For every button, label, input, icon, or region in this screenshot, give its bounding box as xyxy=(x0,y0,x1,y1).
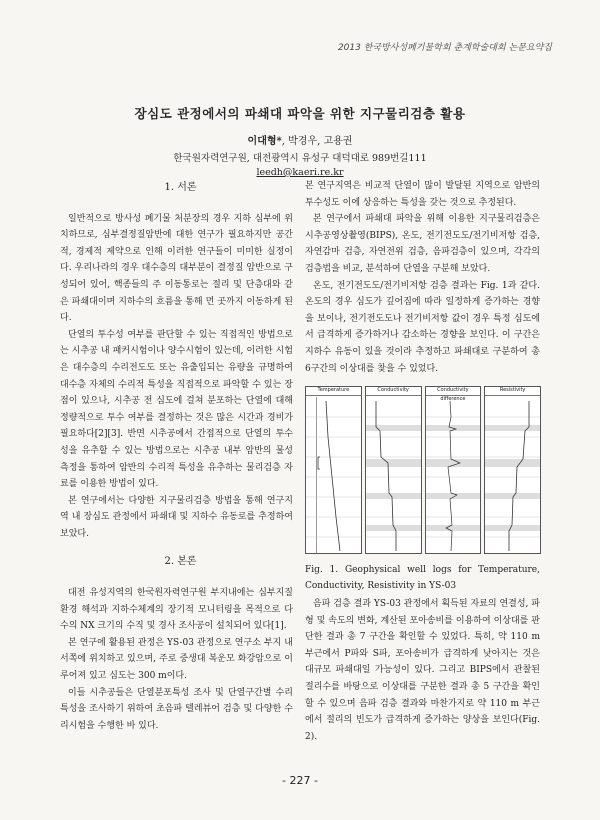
resistivity-log-plot xyxy=(485,397,541,553)
panel-title-resistivity: Resistivity xyxy=(485,386,540,396)
conductivity-difference-panel xyxy=(425,386,482,554)
authors xyxy=(0,132,600,147)
right-paragraph-1: 본 연구에서 파쇄대 파악을 위해 이용한 지구물리검층은 시추공영상촬영(BIPS), 온도, 전기전도도/전기비저항 검층, 자연감마 검층, 자연전위 검층, 음파검층이 있으며, 각각의 검층법을 비교, 분석하여 단열을 구분해 보았다. xyxy=(305,214,540,274)
right-column-bottom xyxy=(305,596,540,745)
body-paragraph-1: 대전 유성지역의 한국원자력연구원 부지내에는 심부지질환경 해석과 지하수체계의 장기적 모니터링을 목적으로 다수의 NX 크기의 수직 및 경사 조사공이 설치되어 있다[1]. xyxy=(60,588,293,632)
conductivity-difference-log-plot xyxy=(426,397,482,553)
intro-paragraph-3: 본 연구에서는 다양한 지구물리검층 방법을 통해 연구지역 내 장심도 관정에서 파쇄대 및 지하수 유동로를 추정하여 보았다. xyxy=(60,495,293,539)
page-number: - 227 - xyxy=(282,774,318,787)
right-paragraph-2: 온도, 전기전도도/전기비저항 검층 결과는 Fig. 1과 같다. 온도의 경우 심도가 깊어짐에 따라 일정하게 증가하는 경향을 보이나, 전기전도도나 전기비저항 값이 경우 특정 심도에서 급격하게 증가하거나 감소하는 경향을 보인다. 이 구간은 지하수 유동이 있을 것이라 추정하고 파쇄대로 구분하여 총 6구간의 이상대를 찾을 수 있었다. xyxy=(305,280,540,374)
figure-well-logs xyxy=(305,386,541,554)
panel-title-temperature: Temperature xyxy=(306,386,361,396)
temperature-log-plot xyxy=(306,397,362,553)
left-column xyxy=(60,180,293,734)
body-heading: 2. 본론 xyxy=(164,556,197,568)
affiliation: 한국원자력연구원, 대전광역시 유성구 대덕대로 989번길111 xyxy=(173,153,427,164)
intro-heading: 1. 서론 xyxy=(164,182,197,193)
body-paragraph-2: 본 연구에 활용된 관정은 YS-03 관정으로 연구소 부지 내 서쪽에 위치하고 있으며, 주로 중생대 복운모 화강암으로 이루어져 있고 심도는 300 m이다. xyxy=(60,637,293,682)
resistivity-panel xyxy=(484,386,541,554)
conductivity-log-plot xyxy=(366,397,422,553)
intro-paragraph-2: 단열의 투수성 여부를 판단할 수 있는 직접적인 방법으로는 시추공 내 패커시험이나 양수시험이 있는데, 이러한 시험은 대수층의 수리전도도 또는 유출입되는 유량을 규명하여 대수층 자체의 수리적 특성을 직접적으로 파악할 수 있는 장점이 있으나, 시추공 전 심도에 걸쳐 분포하는 단열에 대해 정량적으로 투수 여부를 결정하는 것은 많은 시간과 경비가 필요하다[2][3]. 반면 시추공에서 간접적으로 단열의 투수성을 유추할 수 있는 방법으로는 시추공 내부 암반의 물성 측정을 통하여 암반의 수리적 특성을 유추하는 물리검층 자료를 이용한 방법이 있다. xyxy=(60,329,293,490)
conductivity-panel xyxy=(365,386,422,554)
right-paragraph-3: 음파 검층 결과 YS-03 관정에서 획득된 자료의 연결성, 파형 및 속도의 변화, 계산된 포아송비를 이용하여 이상대를 판단한 결과 총 7 구간을 확인할 수 있었다. 특히, 약 110 m 부근에서 P파와 S파, 포아송비가 급격하게 낮아지는 것은 대규모 파쇄대일 가능성이 있다. 그리고 BIPS에서 관찰된 절리수를 바탕으로 이상대를 구분한 결과 총 5 구간을 확인할 수 있으며 음파 검층 결과와 마찬가지로 약 110 m 부근에서 절리의 빈도가 급격하게 증가하는 양상을 보인다(Fig. 2). xyxy=(305,599,540,742)
temperature-panel xyxy=(305,386,362,554)
right-paragraph-0: 본 연구지역은 비교적 단열이 많이 발달된 지역으로 암반의 투수성도 이에 상응하는 특성을 갖는 것으로 추정된다. xyxy=(305,181,540,208)
email-link[interactable]: leedh@kaeri.re.kr xyxy=(256,167,344,178)
intro-paragraph-1: 일반적으로 방사성 폐기물 처분장의 경우 지하 심부에 위치하므로, 심부결정질암반에 대한 연구가 필요하지만 공간적, 경제적 제약으로 인해 이러한 연구들이 미미한 실정이다. 우리나라의 경우 대수층의 대부분이 결정질 암반으로 구성되어 있어, 핵종들의 주 이동통로는 절리 및 단층대와 같은 파쇄대이며 지하수의 흐름을 통해 먼 곳까지 이동하게 된다. xyxy=(60,213,293,324)
panel-title-conductivity-difference: Conductivity difference xyxy=(426,386,481,396)
co-authors: , 박경우, 고용권 xyxy=(281,136,353,147)
right-column-top xyxy=(305,178,540,377)
figure-caption: Fig. 1. Geophysical well logs for Temperature, Conductivity, Resistivity in YS-03 xyxy=(305,565,540,591)
running-header: 2013 한국방사성폐기물학회 춘계학술대회 논문요약집 xyxy=(337,43,552,53)
body-paragraph-3: 이들 시추공들은 단열분포특성 조사 및 단열구간별 수리특성을 조사하기 위하여 초음파 텔레뷰어 검층 및 다양한 수리시험을 수행한 바 있다. xyxy=(60,687,293,731)
paper-title: 장심도 관정에서의 파쇄대 파악을 위한 지구물리검층 활용 xyxy=(134,106,466,121)
corresponding-author: 이대형* xyxy=(247,136,282,147)
panel-title-conductivity: Conductivity xyxy=(366,386,421,396)
